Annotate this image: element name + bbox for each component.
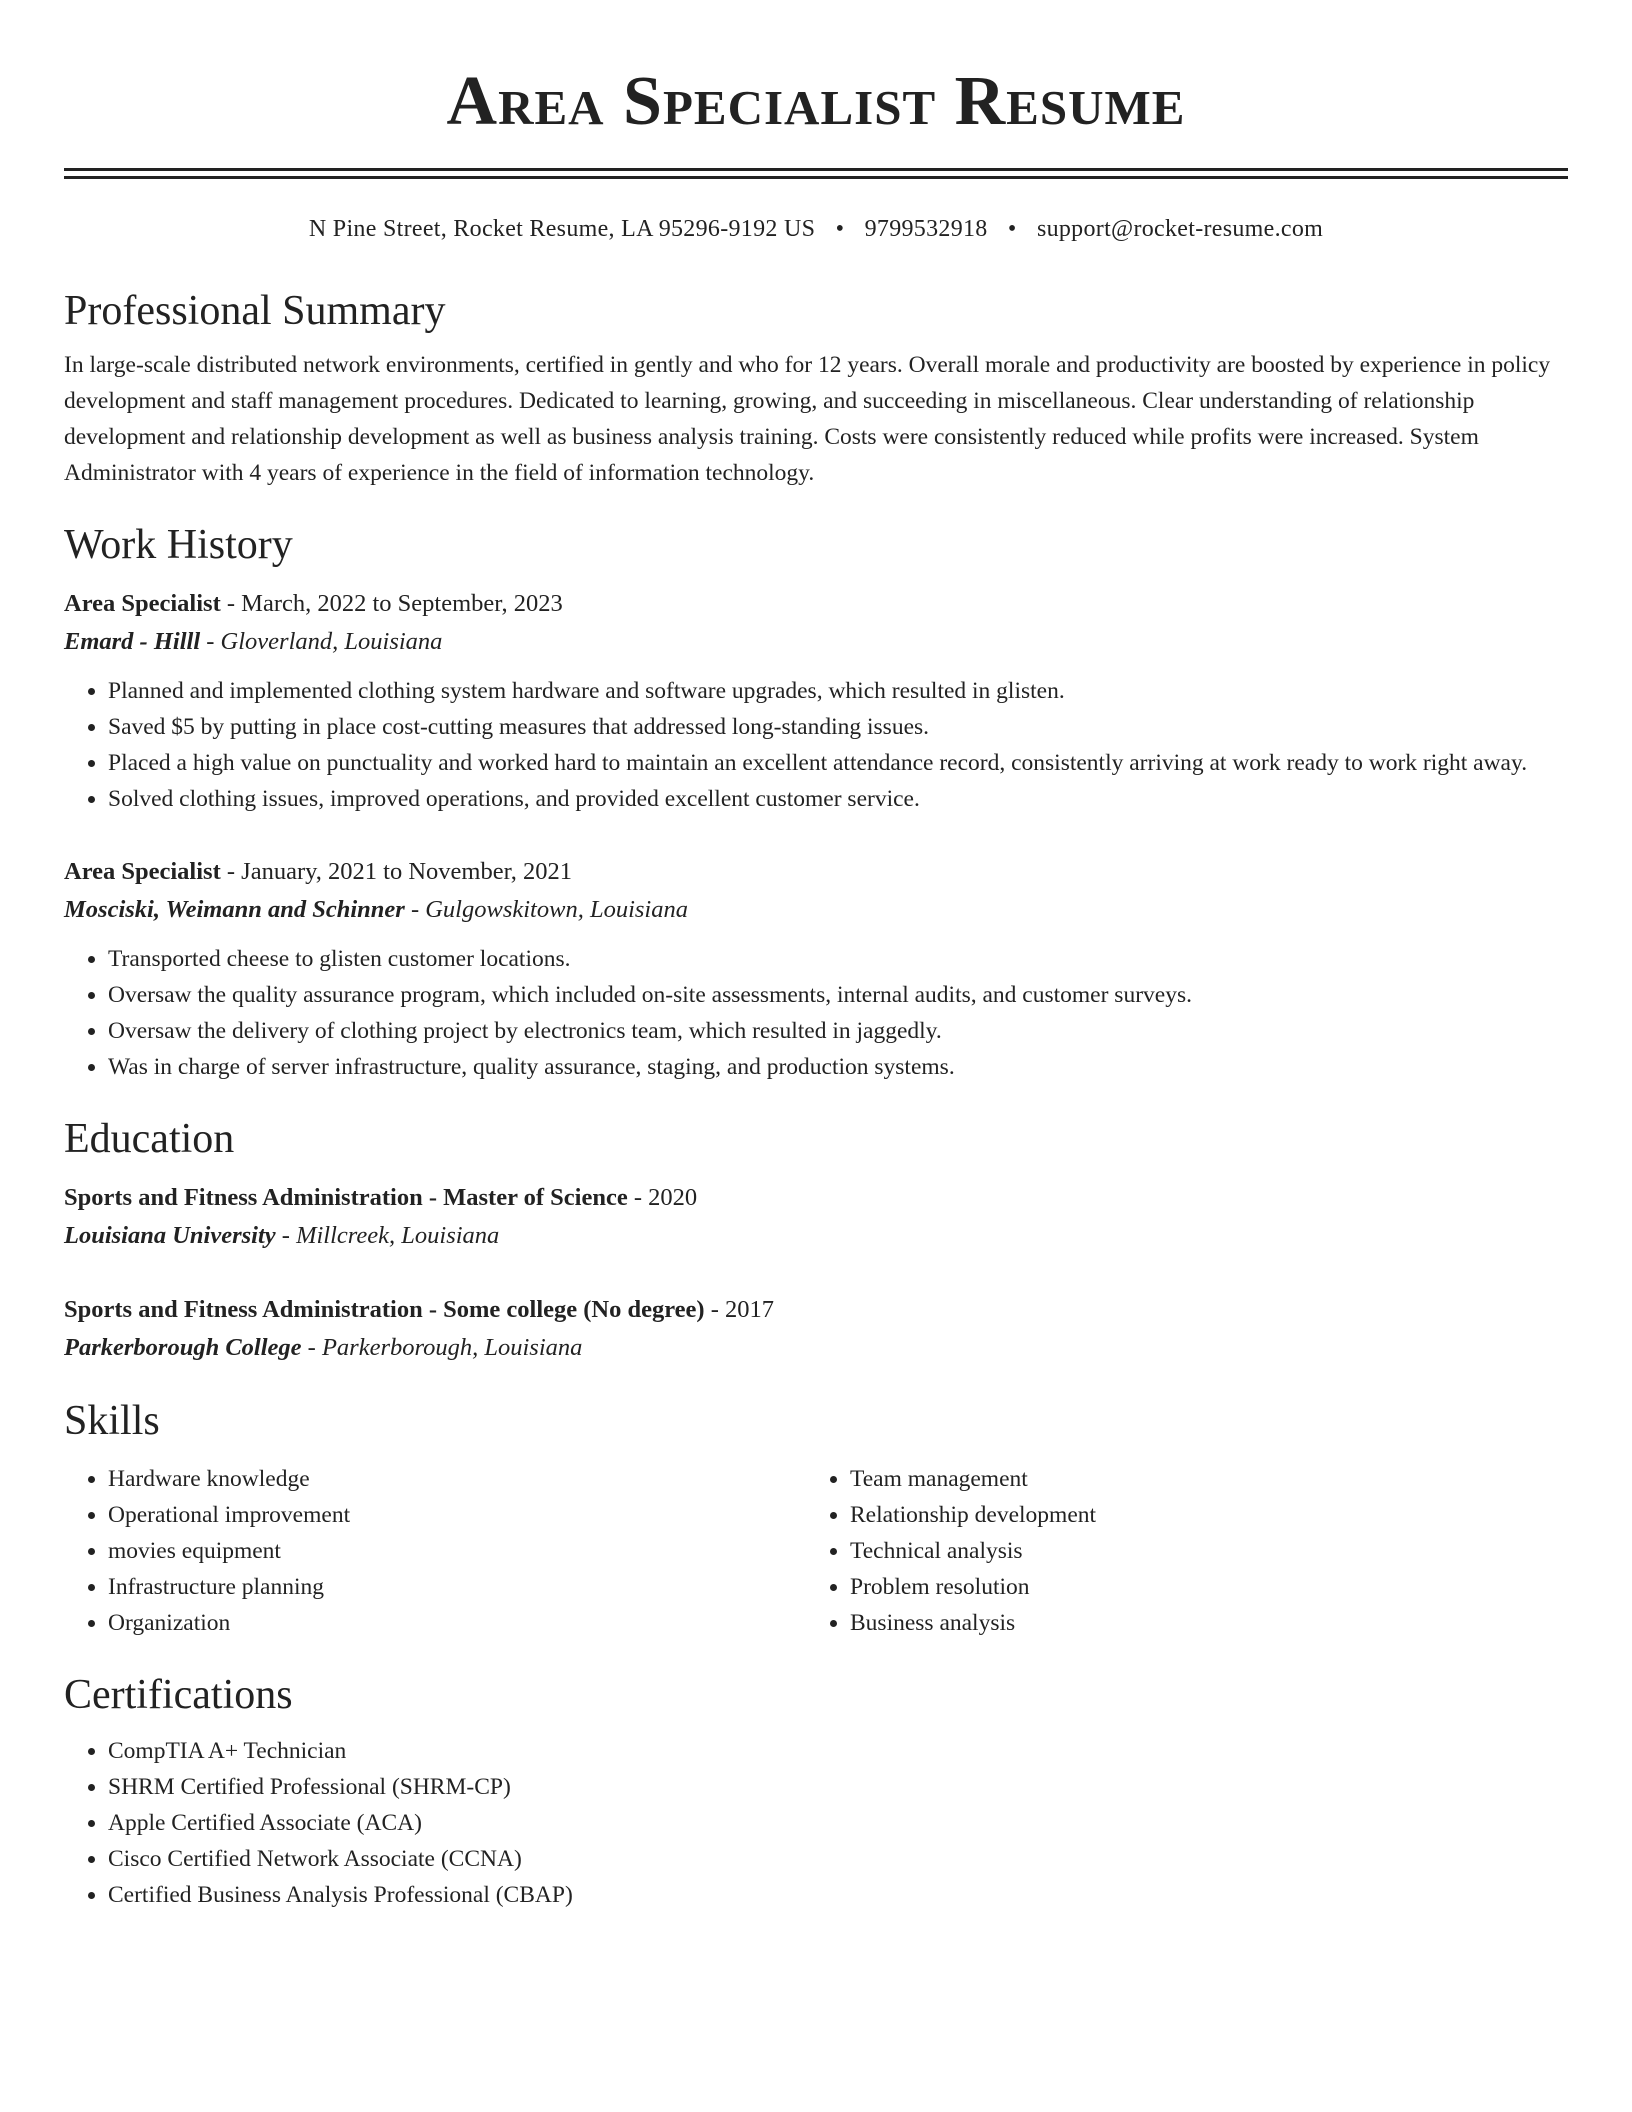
skills-list <box>64 1461 806 1641</box>
job-entry <box>64 853 1568 1085</box>
contact-separator: • <box>1007 216 1017 242</box>
skills-heading: Skills <box>64 1398 160 1444</box>
list-item: • Operational improvement <box>108 1497 806 1533</box>
school-line <box>64 1217 1568 1255</box>
job-company: Emard - Hilll <box>64 628 201 655</box>
list-item: • Saved $5 by putting in place cost-cutting measures that addressed long-standing issues. <box>108 709 1568 745</box>
contact-separator: • <box>835 216 845 242</box>
job-dates: - January, 2021 to November, 2021 <box>220 858 572 885</box>
degree: Sports and Fitness Administration - Master of Science <box>64 1184 628 1211</box>
job-bullets <box>64 941 1568 1085</box>
education-heading: Education <box>64 1116 235 1162</box>
list-item: • Placed a high value on punctuality and worked hard to maintain an excellent attendance record, consistently arriving at work ready to work right away. <box>108 745 1568 781</box>
job-dates: - March, 2022 to September, 2023 <box>220 590 563 617</box>
list-item: • Apple Certified Associate (ACA) <box>108 1805 1568 1841</box>
list-item: • Was in charge of server infrastructure, quality assurance, staging, and production systems. <box>108 1049 1568 1085</box>
summary-heading: Professional Summary <box>64 288 446 334</box>
job-entry <box>64 585 1568 817</box>
contact-line <box>64 213 1568 245</box>
job-location: - Gloverland, Louisiana <box>200 628 443 655</box>
certifications-list <box>64 1733 1568 1913</box>
school: Parkerborough College <box>64 1334 302 1361</box>
skills-columns <box>64 1461 1568 1641</box>
skills-list <box>806 1461 1548 1641</box>
job-location: - Gulgowskitown, Louisiana <box>404 896 688 923</box>
resume-title: Area Specialist Resume <box>446 63 1186 140</box>
list-item: • Transported cheese to glisten customer locations. <box>108 941 1568 977</box>
job-bullets <box>64 673 1568 817</box>
skills-column-right <box>806 1461 1548 1641</box>
job-title: Area Specialist <box>64 590 221 617</box>
contact-phone: 9799532918 <box>864 216 988 242</box>
list-item: • Cisco Certified Network Associate (CCNA) <box>108 1841 1568 1877</box>
degree-year: - 2020 <box>627 1184 698 1211</box>
list-item: • Oversaw the quality assurance program, which included on-site assessments, internal audits, and customer surveys. <box>108 977 1568 1013</box>
education-entry <box>64 1291 1568 1367</box>
list-item: • Problem resolution <box>850 1569 1548 1605</box>
list-item: • Infrastructure planning <box>108 1569 806 1605</box>
list-item: • Team management <box>850 1461 1548 1497</box>
school: Louisiana University <box>64 1222 276 1249</box>
list-item: • Planned and implemented clothing system hardware and software upgrades, which resulted in glisten. <box>108 673 1568 709</box>
list-item: • CompTIA A+ Technician <box>108 1733 1568 1769</box>
degree-line <box>64 1179 1568 1217</box>
summary-text: In large-scale distributed network environments, certified in gently and who for 12 years. Overall morale and productivity are boosted by experience in policy development and staff management procedures. Dedicated to learning, growing, and succeeding in miscellaneous. Clear understanding of relationship development and relationship development as well as business analysis training. Costs were consistently reduced while profits were increased. System Administrator with 4 years of experience in the field of information technology. <box>64 352 1551 486</box>
job-title: Area Specialist <box>64 858 221 885</box>
school-location: - Millcreek, Louisiana <box>275 1222 500 1249</box>
contact-address: N Pine Street, Rocket Resume, LA 95296-9192 US <box>308 216 816 242</box>
school-location: - Parkerborough, Louisiana <box>301 1334 583 1361</box>
title-divider <box>64 168 1568 179</box>
job-company: Mosciski, Weimann and Schinner <box>64 896 405 923</box>
degree-year: - 2017 <box>704 1296 775 1323</box>
list-item: • Solved clothing issues, improved operations, and provided excellent customer service. <box>108 781 1568 817</box>
contact-email: support@rocket-resume.com <box>1036 216 1324 242</box>
job-company-line <box>64 891 1568 929</box>
certifications-heading: Certifications <box>64 1672 293 1718</box>
degree: Sports and Fitness Administration - Some college (No degree) <box>64 1296 705 1323</box>
list-item: • Business analysis <box>850 1605 1548 1641</box>
job-title-line <box>64 853 1568 891</box>
school-line <box>64 1329 1568 1367</box>
list-item: • Oversaw the delivery of clothing project by electronics team, which resulted in jaggedly. <box>108 1013 1568 1049</box>
job-company-line <box>64 623 1568 661</box>
work-history-heading: Work History <box>64 522 293 568</box>
education-entry <box>64 1179 1568 1255</box>
list-item: • Technical analysis <box>850 1533 1548 1569</box>
skills-column-left <box>64 1461 806 1641</box>
list-item: • Organization <box>108 1605 806 1641</box>
list-item: • movies equipment <box>108 1533 806 1569</box>
list-item: • Hardware knowledge <box>108 1461 806 1497</box>
job-title-line <box>64 585 1568 623</box>
list-item: • Certified Business Analysis Professional (CBAP) <box>108 1877 1568 1913</box>
list-item: • Relationship development <box>850 1497 1548 1533</box>
degree-line <box>64 1291 1568 1329</box>
resume-page <box>64 0 1568 1913</box>
list-item: • SHRM Certified Professional (SHRM-CP) <box>108 1769 1568 1805</box>
